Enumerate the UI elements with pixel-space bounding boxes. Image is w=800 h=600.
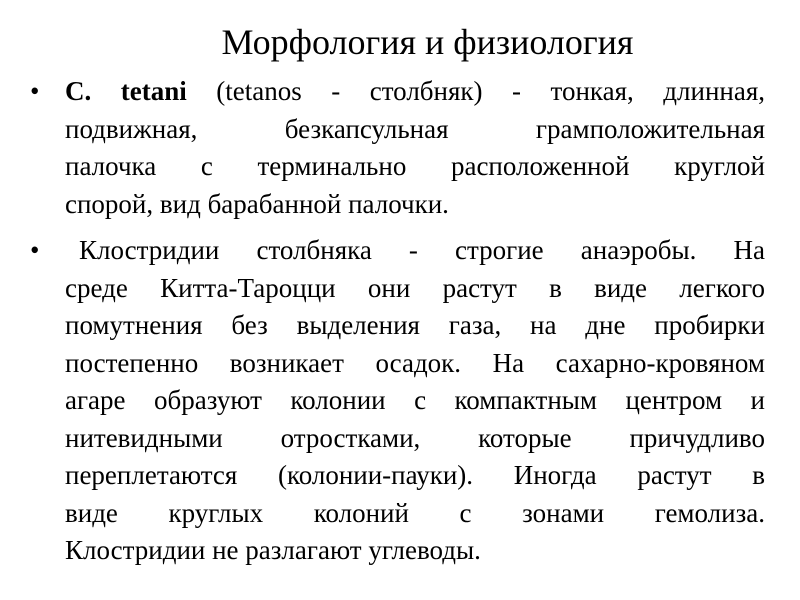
- bullet-line: спорой, вид барабанной палочки.: [65, 188, 449, 219]
- slide-title: Морфология и физиология: [221, 22, 634, 62]
- bullet-line: палочка с терминально расположенной круглой: [65, 151, 765, 181]
- bullet-line-text: (tetanos - столбняк) - тонкая, длинная,: [186, 76, 765, 106]
- bullet-line: среде Китта-Тароцци они растут в виде легкого: [65, 272, 765, 303]
- bullet-dot-icon: •: [30, 235, 40, 265]
- bullet-line: помутнения без выделения газа, на дне пробирки: [65, 310, 765, 340]
- bullet-line: подвижная, безкапсульная грамположительная: [65, 113, 765, 144]
- bullet-line: Клостридии не разлагают углеводы.: [65, 535, 481, 565]
- bullet-line: [65, 73, 765, 111]
- bold-term: C. tetani: [65, 76, 187, 106]
- bullet-line-text: Клостридии столбняка - строгие анаэробы. На: [79, 235, 765, 265]
- bullet-list: [30, 73, 765, 579]
- bullet-line: [65, 232, 765, 270]
- bullet-dot-icon: •: [30, 76, 40, 106]
- bullet-line: переплетаются (колонии-пауки). Иногда растут в: [65, 460, 765, 490]
- bullet-line: нитевидными отростками, которые причудливо: [65, 422, 765, 453]
- bullet-line: виде круглых колоний с зонами гемолиза.: [65, 497, 765, 528]
- bullet-item-c-tetani: [30, 73, 765, 223]
- bullet-line: агаре образуют колонии с компактным центром и: [65, 385, 765, 415]
- bullet-item-clostridia: [30, 232, 765, 570]
- bullet-line: постепенно возникает осадок. На сахарно-кровяном: [65, 347, 765, 378]
